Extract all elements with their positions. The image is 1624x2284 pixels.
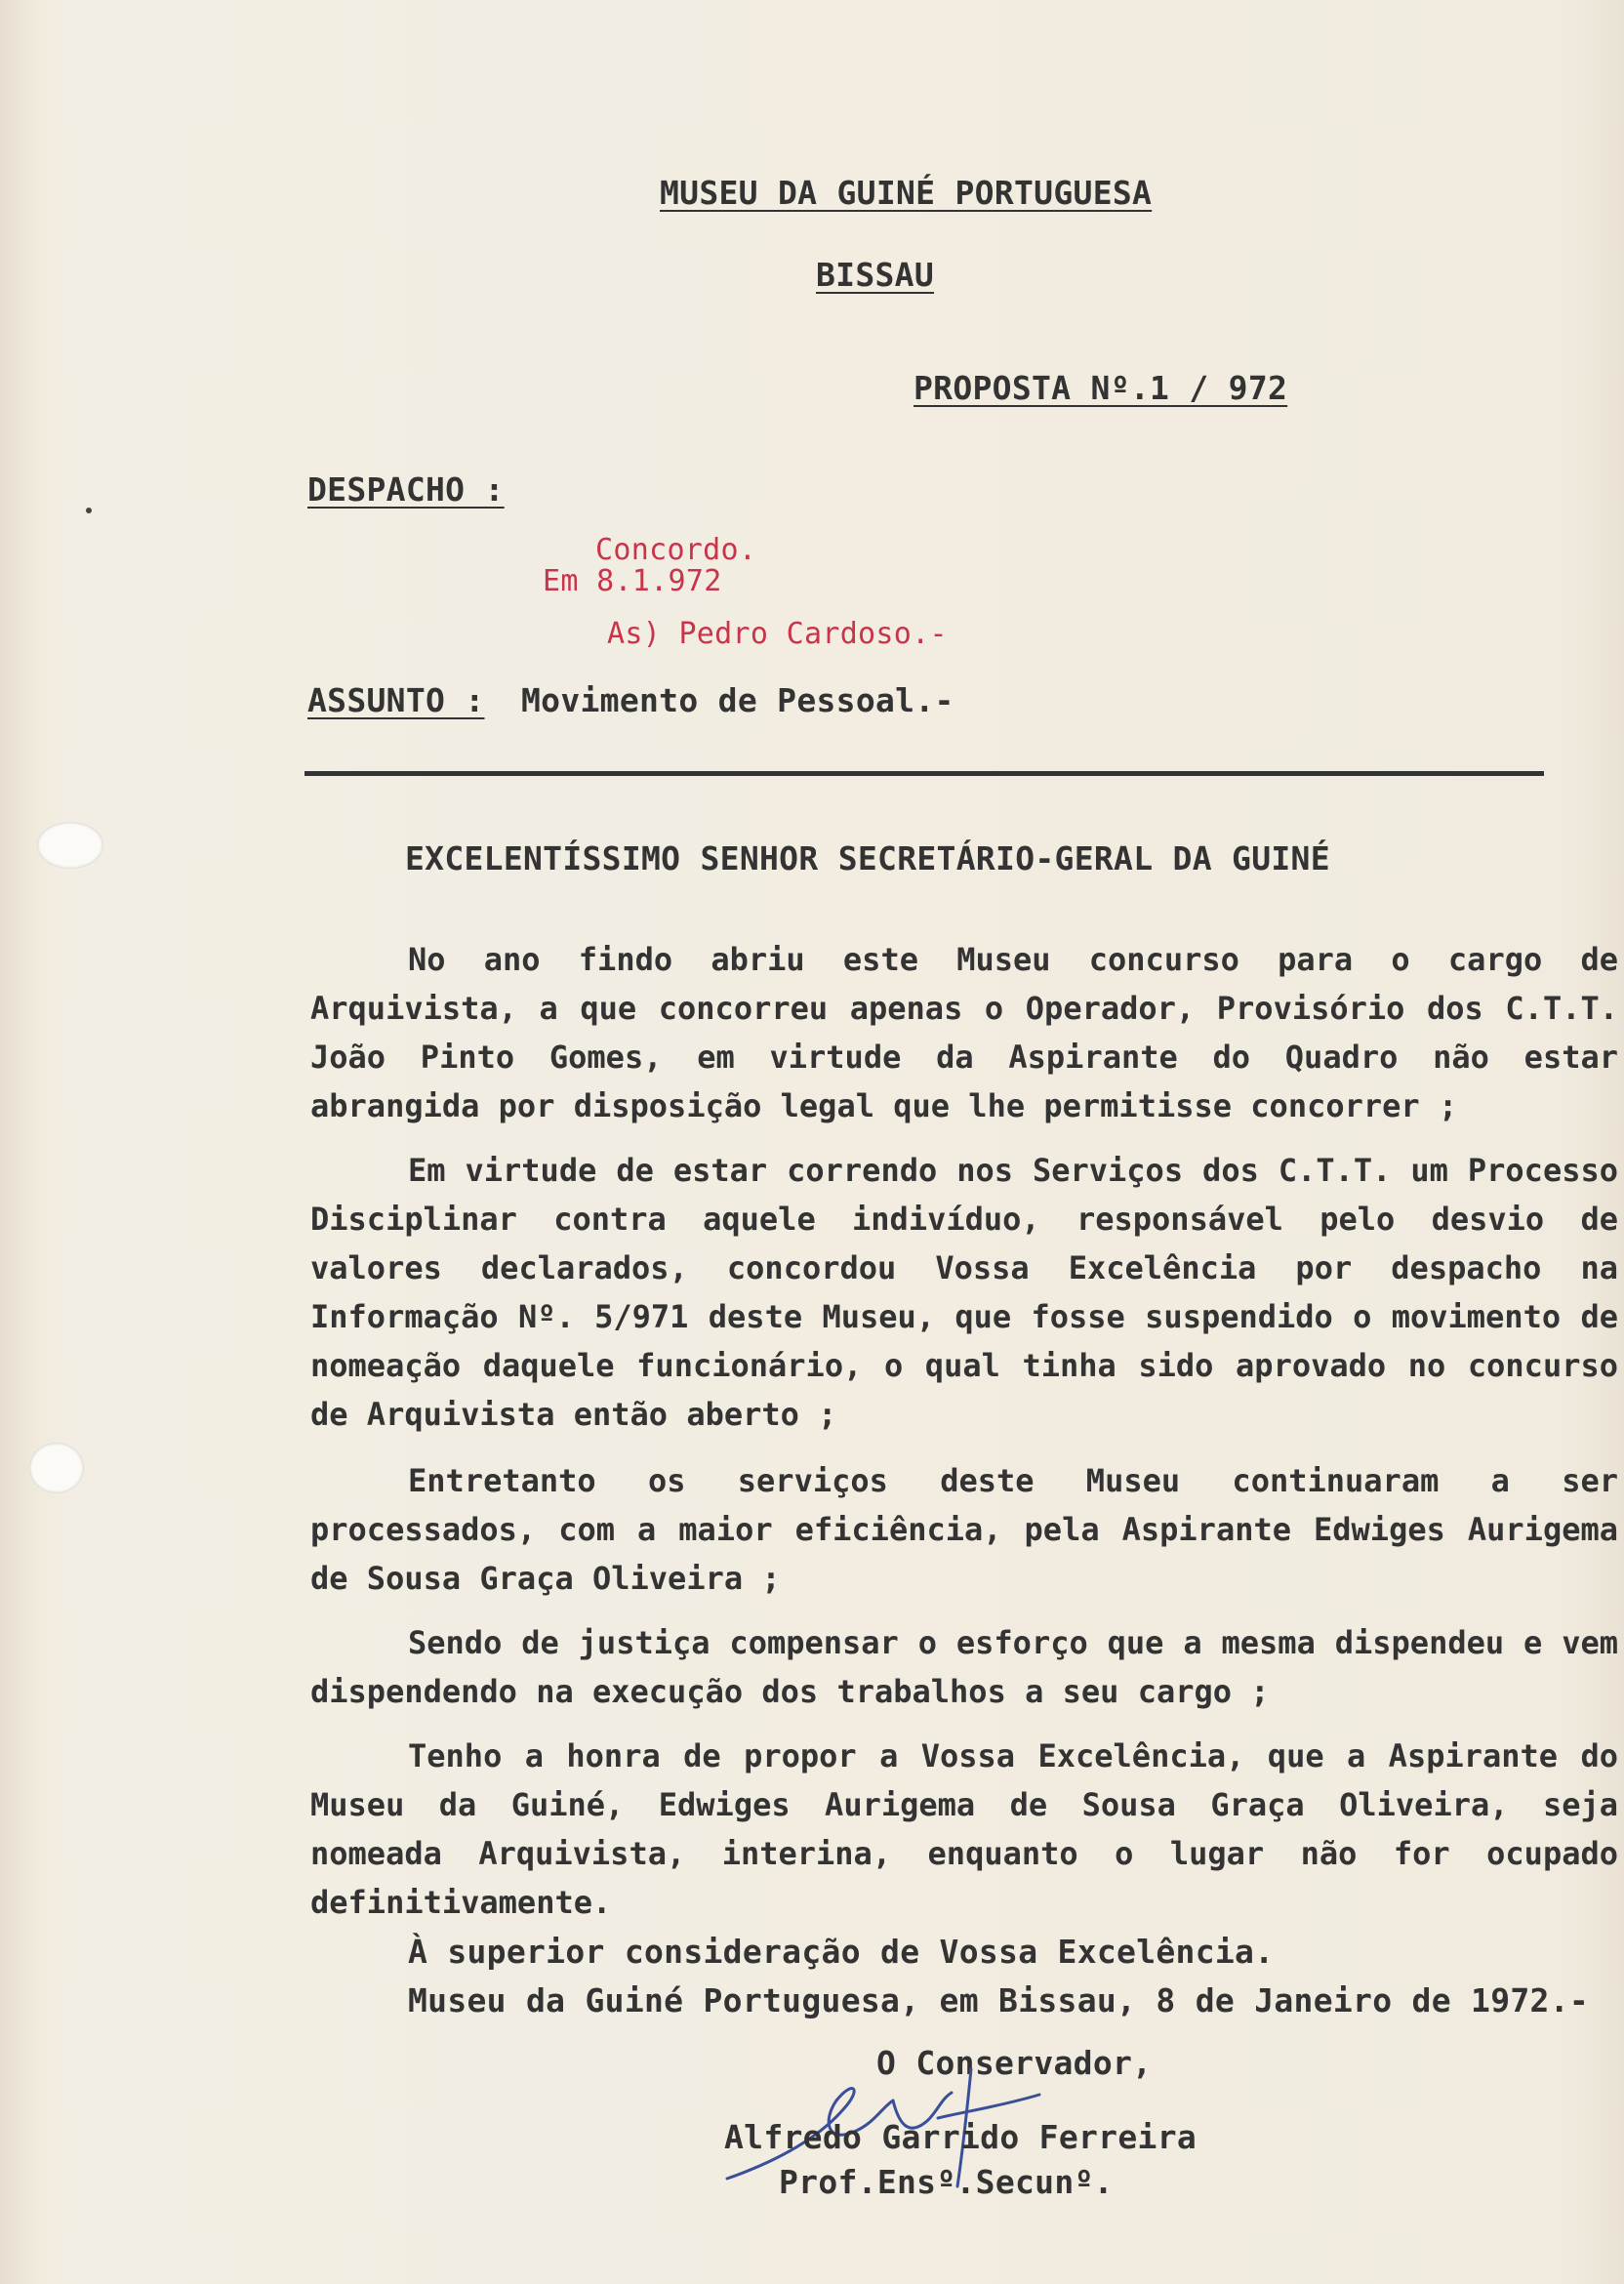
proposal-number: PROPOSTA Nº.1 / 972 <box>914 369 1288 407</box>
closing-line-2: Museu da Guiné Portuguesa, em Bissau, 8 de Janeiro de 1972.- <box>408 1981 1590 2019</box>
signatory-name: Alfredo Garrido Ferreira <box>724 2118 1198 2156</box>
stamp-concordo: Concordo. <box>595 533 757 567</box>
paragraph-5: Tenho a honra de propor a Vossa Excelência, que a Aspirante do Museu da Guiné, Edwiges Aurigema de Sousa Graça Oliveira, seja nomeada Arquivista, interina, enquanto o lugar não for ocupado definitivamente. <box>310 1737 1618 1921</box>
despacho-label: DESPACHO : <box>307 470 505 509</box>
assunto-text: Movimento de Pessoal.- <box>521 681 954 719</box>
separator-rule <box>304 771 1544 776</box>
punch-hole-top <box>37 822 103 869</box>
signatory-position: Prof.Ensº.Secunº. <box>779 2163 1114 2201</box>
city-heading: BISSAU <box>816 256 935 294</box>
assunto-label: ASSUNTO : <box>307 681 485 719</box>
punch-hole-bottom <box>29 1443 84 1493</box>
stamp-signatory: As) Pedro Cardoso.- <box>607 617 948 651</box>
salutation: EXCELENTÍSSIMO SENHOR SECRETÁRIO-GERAL DA GUINÉ <box>405 839 1330 877</box>
paragraph-4: Sendo de justiça compensar o esforço que a mesma dispendeu e vem dispendendo na execução dos trabalhos a seu cargo ; <box>310 1624 1618 1710</box>
institution-heading: MUSEU DA GUINÉ PORTUGUESA <box>660 174 1153 212</box>
closing-line-1: À superior consideração de Vossa Excelência. <box>408 1933 1275 1971</box>
signatory-title: O Conservador, <box>876 2044 1153 2082</box>
paragraph-3: Entretanto os serviços deste Museu continuaram a ser processados, com a maior eficiência, pela Aspirante Edwiges Aurigema de Sousa Graça Oliveira ; <box>310 1462 1618 1597</box>
paper-speck <box>86 508 92 513</box>
stamp-date: Em 8.1.972 <box>543 564 722 598</box>
paragraph-1: No ano findo abriu este Museu concurso para o cargo de Arquivista, a que concorreu apenas o Operador, Provisório dos C.T.T. João Pinto Gomes, em virtude da Aspirante do Quadro não estar abrangida por disposição legal que lhe permitisse concorrer ; <box>310 941 1618 1124</box>
paragraph-2: Em virtude de estar correndo nos Serviços dos C.T.T. um Processo Disciplinar contra aquele indivíduo, responsável pelo desvio de valores declarados, concordou Vossa Excelência por despacho na Informação Nº. 5/971 deste Museu, que fosse suspendido o movimento de nomeação daquele funcionário, o qual tinha sido aprovado no concurso de Arquivista então aberto ; <box>310 1152 1618 1433</box>
